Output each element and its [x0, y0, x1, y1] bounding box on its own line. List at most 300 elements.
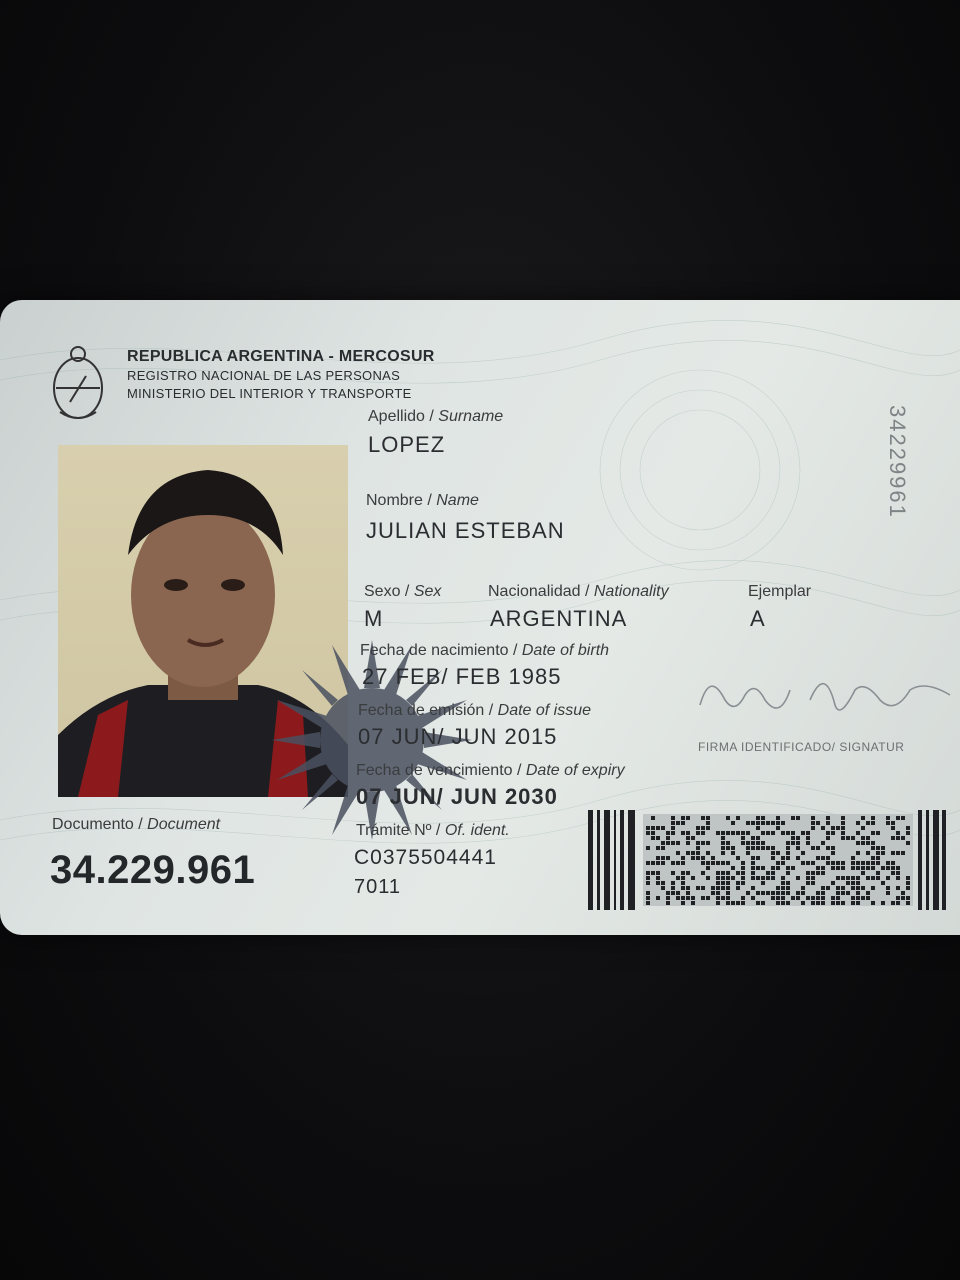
- barcode-module: [856, 866, 860, 870]
- barcode-module: [656, 881, 660, 885]
- surname-label: Apellido / Surname: [368, 408, 504, 425]
- barcode-module: [716, 831, 720, 835]
- barcode-module: [806, 831, 810, 835]
- barcode-module: [691, 876, 695, 880]
- barcode-module: [781, 896, 785, 900]
- barcode-module: [681, 861, 685, 865]
- barcode-module: [841, 861, 845, 865]
- barcode-module: [811, 901, 815, 905]
- barcode-module: [851, 876, 855, 880]
- barcode-module: [716, 881, 720, 885]
- barcode-module: [676, 896, 680, 900]
- barcode-module: [651, 831, 655, 835]
- barcode-module: [816, 901, 820, 905]
- barcode-module: [906, 841, 910, 845]
- barcode-module: [761, 876, 765, 880]
- barcode-module: [681, 886, 685, 890]
- barcode-module: [786, 881, 790, 885]
- barcode-module: [871, 901, 875, 905]
- barcode-module: [856, 831, 860, 835]
- barcode-module: [906, 886, 910, 890]
- barcode-module: [671, 841, 675, 845]
- barcode-module: [806, 896, 810, 900]
- side-document-number: 34229961: [885, 405, 910, 519]
- barcode-module: [676, 821, 680, 825]
- name-label: Nombre / Name: [366, 492, 479, 509]
- name-value: JULIAN ESTEBAN: [366, 518, 565, 543]
- barcode-module: [811, 881, 815, 885]
- barcode-module: [701, 856, 705, 860]
- barcode-module: [726, 901, 730, 905]
- barcode-module: [841, 876, 845, 880]
- barcode-module: [876, 861, 880, 865]
- barcode-module: [726, 841, 730, 845]
- barcode-module: [656, 871, 660, 875]
- barcode-module: [671, 821, 675, 825]
- barcode-module: [821, 856, 825, 860]
- document-number: 34.229.961: [50, 848, 256, 892]
- barcode-module: [701, 841, 705, 845]
- barcode-module: [736, 856, 740, 860]
- barcode-module: [686, 896, 690, 900]
- barcode-module: [756, 821, 760, 825]
- barcode-module: [846, 891, 850, 895]
- barcode-module: [681, 896, 685, 900]
- barcode-module: [771, 866, 775, 870]
- barcode-module: [871, 856, 875, 860]
- barcode-module: [771, 821, 775, 825]
- barcode-module: [731, 866, 735, 870]
- barcode-module: [776, 851, 780, 855]
- barcode-module: [866, 896, 870, 900]
- barcode-module: [791, 816, 795, 820]
- barcode-module: [716, 861, 720, 865]
- barcode-module: [721, 896, 725, 900]
- barcode-module: [891, 836, 895, 840]
- barcode-module: [826, 846, 830, 850]
- barcode-module: [901, 851, 905, 855]
- barcode-module: [851, 896, 855, 900]
- barcode-module: [871, 841, 875, 845]
- barcode-module: [896, 876, 900, 880]
- barcode-module: [876, 856, 880, 860]
- barcode-module: [671, 831, 675, 835]
- barcode-module: [666, 896, 670, 900]
- barcode-module: [821, 891, 825, 895]
- barcode-module: [651, 871, 655, 875]
- barcode-module: [736, 901, 740, 905]
- barcode-module: [666, 891, 670, 895]
- barcode-module: [666, 836, 670, 840]
- barcode-module: [756, 816, 760, 820]
- barcode-module: [796, 891, 800, 895]
- barcode-module: [881, 846, 885, 850]
- barcode-module: [686, 851, 690, 855]
- barcode-module: [751, 876, 755, 880]
- barcode-module: [761, 881, 765, 885]
- barcode-module: [661, 861, 665, 865]
- procedure-label: Trámite Nº / Of. ident.: [356, 822, 510, 839]
- signature-label: FIRMA IDENTIFICADO/ SIGNATUR: [698, 740, 905, 754]
- barcode-module: [821, 866, 825, 870]
- barcode-module: [721, 881, 725, 885]
- barcode-module: [666, 831, 670, 835]
- barcode-module: [881, 866, 885, 870]
- barcode-module: [771, 876, 775, 880]
- barcode-module: [866, 866, 870, 870]
- barcode-module: [871, 831, 875, 835]
- barcode-module: [741, 876, 745, 880]
- barcode-module: [746, 841, 750, 845]
- barcode-module: [716, 891, 720, 895]
- barcode-module: [716, 871, 720, 875]
- barcode-module: [661, 881, 665, 885]
- barcode-module: [681, 831, 685, 835]
- barcode-module: [886, 886, 890, 890]
- barcode-module: [786, 901, 790, 905]
- barcode-module: [856, 881, 860, 885]
- barcode-module: [751, 836, 755, 840]
- barcode-module: [696, 886, 700, 890]
- barcode-module: [791, 836, 795, 840]
- barcode-module: [861, 886, 865, 890]
- barcode-module: [891, 851, 895, 855]
- barcode-module: [851, 881, 855, 885]
- barcode-module: [726, 831, 730, 835]
- barcode-module: [706, 816, 710, 820]
- copy-value: A: [750, 606, 766, 631]
- barcode-module: [731, 831, 735, 835]
- barcode-module: [786, 891, 790, 895]
- barcode-module: [886, 861, 890, 865]
- barcode-module: [891, 901, 895, 905]
- barcode-module: [841, 836, 845, 840]
- barcode-module: [761, 831, 765, 835]
- barcode-module: [731, 876, 735, 880]
- barcode-module: [761, 866, 765, 870]
- barcode-module: [681, 881, 685, 885]
- barcode-module: [646, 831, 650, 835]
- barcode-module: [836, 886, 840, 890]
- barcode-module: [681, 901, 685, 905]
- barcode-module: [671, 881, 675, 885]
- barcode-module: [761, 816, 765, 820]
- barcode-module: [861, 816, 865, 820]
- barcode-module: [756, 876, 760, 880]
- barcode-module: [861, 836, 865, 840]
- barcode-module: [881, 901, 885, 905]
- barcode-module: [716, 886, 720, 890]
- barcode-module: [651, 826, 655, 830]
- barcode-module: [796, 841, 800, 845]
- barcode-module: [716, 896, 720, 900]
- barcode-module: [726, 871, 730, 875]
- barcode-module: [701, 826, 705, 830]
- barcode-module: [831, 851, 835, 855]
- barcode-module: [701, 886, 705, 890]
- barcode-module: [766, 876, 770, 880]
- barcode-module: [866, 891, 870, 895]
- barcode-module: [901, 896, 905, 900]
- barcode-module: [811, 861, 815, 865]
- copy-label: Ejemplar: [748, 583, 812, 600]
- barcode-module: [906, 876, 910, 880]
- barcode-module: [886, 821, 890, 825]
- barcode-module: [851, 836, 855, 840]
- barcode-module: [671, 871, 675, 875]
- barcode-module: [721, 831, 725, 835]
- barcode-module: [671, 861, 675, 865]
- barcode-module: [851, 866, 855, 870]
- barcode-module: [756, 846, 760, 850]
- barcode-module: [736, 886, 740, 890]
- barcode-module: [686, 886, 690, 890]
- barcode-module: [736, 871, 740, 875]
- barcode-module: [776, 826, 780, 830]
- barcode-module: [786, 851, 790, 855]
- barcode-module: [821, 826, 825, 830]
- barcode-module: [796, 836, 800, 840]
- barcode-module: [691, 836, 695, 840]
- header-country: REPUBLICA ARGENTINA - MERCOSUR: [127, 348, 435, 365]
- barcode-module: [891, 861, 895, 865]
- barcode-module: [831, 831, 835, 835]
- barcode-module: [786, 856, 790, 860]
- barcode-module: [866, 861, 870, 865]
- barcode-module: [756, 891, 760, 895]
- barcode-module: [796, 856, 800, 860]
- barcode-module: [791, 831, 795, 835]
- barcode-module: [871, 816, 875, 820]
- barcode-module: [861, 896, 865, 900]
- barcode-module: [866, 876, 870, 880]
- barcode-module: [846, 876, 850, 880]
- barcode-module: [896, 871, 900, 875]
- barcode-module: [656, 861, 660, 865]
- barcode-module: [751, 846, 755, 850]
- barcode-module: [686, 841, 690, 845]
- barcode-module: [656, 856, 660, 860]
- barcode-module: [726, 891, 730, 895]
- barcode-module: [891, 871, 895, 875]
- barcode-module: [841, 826, 845, 830]
- barcode-module: [856, 861, 860, 865]
- barcode-module: [771, 846, 775, 850]
- barcode-module: [896, 901, 900, 905]
- barcode-module: [671, 886, 675, 890]
- barcode-module: [731, 846, 735, 850]
- barcode-module: [891, 821, 895, 825]
- barcode-module: [801, 851, 805, 855]
- barcode-module: [756, 866, 760, 870]
- barcode-module: [841, 886, 845, 890]
- barcode-module: [836, 901, 840, 905]
- barcode-module: [751, 821, 755, 825]
- barcode-module: [676, 891, 680, 895]
- barcode-module: [696, 856, 700, 860]
- barcode-module: [796, 896, 800, 900]
- barcode-module: [766, 846, 770, 850]
- barcode-module: [651, 816, 655, 820]
- barcode-module: [791, 896, 795, 900]
- barcode-module: [856, 886, 860, 890]
- barcode-module: [646, 826, 650, 830]
- barcode-module: [721, 876, 725, 880]
- barcode-module: [681, 816, 685, 820]
- barcode-module: [731, 821, 735, 825]
- barcode-module: [646, 896, 650, 900]
- barcode-module: [866, 841, 870, 845]
- barcode-module: [766, 871, 770, 875]
- barcode-module: [761, 901, 765, 905]
- barcode-module: [841, 866, 845, 870]
- barcode-module: [861, 871, 865, 875]
- barcode-module: [776, 816, 780, 820]
- barcode-module: [786, 866, 790, 870]
- barcode-module: [706, 861, 710, 865]
- barcode-module: [756, 841, 760, 845]
- barcode-module: [761, 891, 765, 895]
- barcode-module: [801, 861, 805, 865]
- argentina-coat-of-arms-icon: [50, 342, 106, 424]
- barcode-module: [761, 821, 765, 825]
- barcode-module: [781, 831, 785, 835]
- barcode-module: [776, 901, 780, 905]
- barcode-module: [856, 891, 860, 895]
- barcode-module: [801, 886, 805, 890]
- barcode-module: [876, 846, 880, 850]
- barcode-module: [886, 816, 890, 820]
- barcode-module: [756, 856, 760, 860]
- barcode-module: [646, 881, 650, 885]
- barcode-module: [656, 826, 660, 830]
- barcode-module: [871, 821, 875, 825]
- barcode-module: [781, 856, 785, 860]
- barcode-module: [781, 886, 785, 890]
- barcode-module: [896, 831, 900, 835]
- barcode-module: [811, 896, 815, 900]
- barcode-module: [906, 901, 910, 905]
- barcode-module: [781, 901, 785, 905]
- barcode-module: [906, 831, 910, 835]
- barcode-module: [896, 886, 900, 890]
- barcode-module: [841, 816, 845, 820]
- barcode-module: [721, 861, 725, 865]
- barcode-module: [776, 821, 780, 825]
- barcode-module: [781, 821, 785, 825]
- barcode-module: [851, 861, 855, 865]
- holder-signature: [690, 660, 960, 730]
- issue-label: Fecha de emisión / Date of issue: [358, 702, 592, 719]
- barcode-module: [821, 896, 825, 900]
- barcode-module: [786, 846, 790, 850]
- barcode-module: [741, 881, 745, 885]
- barcode-module: [891, 866, 895, 870]
- barcode-module: [701, 861, 705, 865]
- barcode-module: [781, 881, 785, 885]
- expiry-label: Fecha de vencimiento / Date of expiry: [356, 762, 625, 779]
- barcode-module: [766, 891, 770, 895]
- header-registry: REGISTRO NACIONAL DE LAS PERSONAS: [127, 368, 401, 383]
- barcode-module: [826, 831, 830, 835]
- barcode-module: [726, 876, 730, 880]
- barcode-module: [841, 821, 845, 825]
- barcode-module: [726, 861, 730, 865]
- barcode-module: [706, 851, 710, 855]
- barcode-module: [796, 816, 800, 820]
- barcode-module: [811, 826, 815, 830]
- barcode-module: [786, 886, 790, 890]
- nationality-label: Nacionalidad / Nationality: [488, 583, 669, 600]
- birth-label: Fecha de nacimiento / Date of birth: [360, 642, 610, 659]
- barcode-module: [751, 856, 755, 860]
- barcode-module: [831, 901, 835, 905]
- barcode-module: [721, 846, 725, 850]
- barcode-module: [816, 891, 820, 895]
- barcode-module: [736, 816, 740, 820]
- barcode-module: [656, 836, 660, 840]
- barcode-module: [886, 891, 890, 895]
- barcode-module: [861, 841, 865, 845]
- barcode-module: [706, 841, 710, 845]
- barcode-module: [881, 881, 885, 885]
- barcode-module: [676, 876, 680, 880]
- barcode-module: [786, 831, 790, 835]
- barcode-module: [761, 846, 765, 850]
- barcode-module: [721, 841, 725, 845]
- barcode-module: [906, 881, 910, 885]
- barcode-module: [876, 871, 880, 875]
- barcode-module: [741, 871, 745, 875]
- barcode-module: [746, 846, 750, 850]
- barcode-module: [661, 841, 665, 845]
- barcode-module: [771, 871, 775, 875]
- barcode-module: [896, 816, 900, 820]
- barcode-module: [721, 836, 725, 840]
- barcode-module: [721, 851, 725, 855]
- barcode-module: [836, 896, 840, 900]
- barcode-module: [816, 821, 820, 825]
- barcode-module: [751, 841, 755, 845]
- barcode-module: [886, 876, 890, 880]
- barcode-module: [876, 831, 880, 835]
- barcode-module: [771, 851, 775, 855]
- barcode-module: [806, 841, 810, 845]
- barcode-module: [801, 831, 805, 835]
- barcode-module: [741, 896, 745, 900]
- barcode-module: [751, 896, 755, 900]
- barcode-module: [781, 891, 785, 895]
- barcode-module: [671, 816, 675, 820]
- barcode-module: [901, 836, 905, 840]
- barcode-module: [831, 861, 835, 865]
- barcode-module: [771, 896, 775, 900]
- barcode-module: [846, 836, 850, 840]
- barcode-module: [646, 846, 650, 850]
- barcode-module: [691, 896, 695, 900]
- barcode-module: [756, 901, 760, 905]
- expiry-value: 07 JUN/ JUN 2030: [356, 784, 558, 809]
- barcode-module: [706, 826, 710, 830]
- barcode-module: [656, 846, 660, 850]
- barcode-module: [781, 861, 785, 865]
- barcode-module: [801, 901, 805, 905]
- barcode-module: [661, 886, 665, 890]
- barcode-module: [756, 836, 760, 840]
- barcode-module: [776, 896, 780, 900]
- barcode-module: [876, 851, 880, 855]
- barcode-module: [711, 856, 715, 860]
